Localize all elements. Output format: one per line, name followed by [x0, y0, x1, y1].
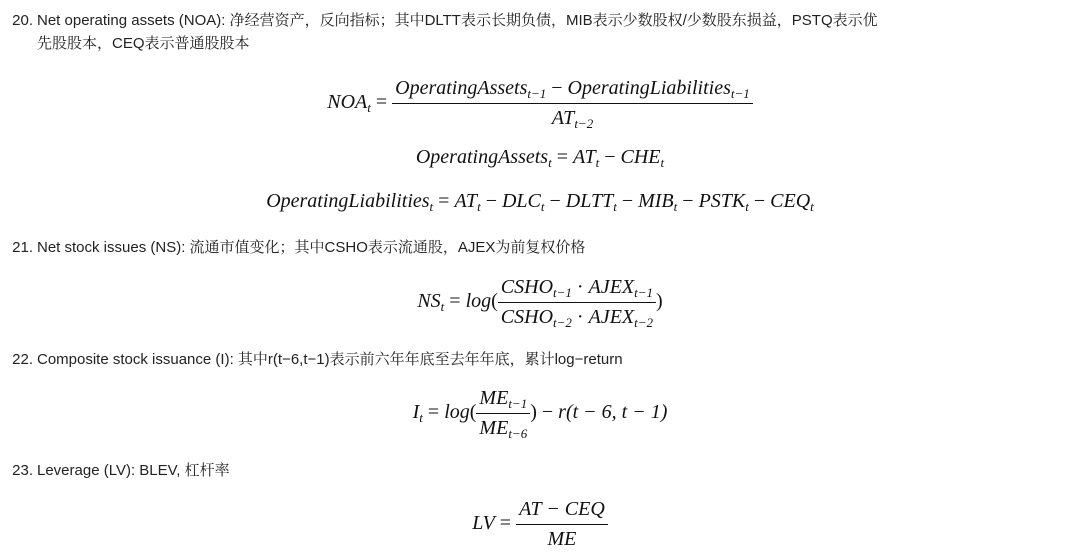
item-number: 21. — [12, 239, 33, 256]
item-text: Net stock issues (NS): 流通市值变化；其中CSHO表示流通股，AJEX为前复权价格 — [37, 239, 586, 256]
formula-csi: $I_t = \log$( $\frac{ME_{t-1}}{ME_{t-6}}$ ) − r(t − 6, t − 1) — [412, 387, 668, 441]
noa-fraction: $\frac{OperatingAssets_{t-1} - OperatingLiabilities_{t-1}}{AT_{t-2}}$ — [392, 77, 753, 130]
formula-operating-assets: OperatingAssets$_t$ = $AT_t - CHE_t$ — [415, 146, 665, 170]
item-text: Leverage (LV): BLEV, 杠杆率 — [37, 462, 230, 479]
item-23 — [0, 459, 1060, 482]
formula-noa: $NOA_t$ = $\frac{OperatingAssets_{t-1} - OperatingLiabilities_{t-1}}{AT_{t-2}}$ — [0, 77, 1080, 130]
item-text: Net operating assets (NOA): 净经营资产，反向指标；其中DLTT表示长期负债，MIB表示少数股权/少数股东损益，PSTQ表示优 — [37, 12, 878, 29]
item-text-continued: 先股股本，CEQ表示普通股股本 — [37, 35, 250, 52]
item-20 — [0, 9, 1060, 55]
item-21 — [0, 236, 1060, 259]
item-number: 23. — [12, 462, 33, 479]
formula-lv: LV = $\frac{\text{AT − CEQ}}{ME}$ — [0, 498, 1080, 551]
item-22 — [0, 348, 1060, 371]
formula-operating-liabilities: OperatingLiabilities$_t$ = $AT_t - DLC_t$ − $DLTT_t - MIB_t$ − $PSTK_t - CEQ_t$ — [266, 190, 814, 214]
ns-fraction: $\frac{CSHO_{t-1} \cdot AJEX_{t-1}}{CSHO_{t-2} \cdot AJEX_{t-2}}$ — [498, 276, 656, 329]
item-number: 22. — [12, 351, 33, 368]
formula-ns: $NS_t = \log$( $\frac{CSHO_{t-1} \cdot AJEX_{t-1}}{CSHO_{t-2} \cdot AJEX_{t-2}}$ ) — [417, 276, 663, 330]
item-text: Composite stock issuance (I): 其中r(t−6,t−1)表示前六年年底至去年年底，累计log−return — [37, 351, 623, 368]
csi-fraction: $\frac{ME_{t-1}}{ME_{t-6}}$ — [476, 387, 530, 440]
item-number: 20. — [12, 12, 33, 29]
lv-fraction: $\frac{\text{AT − CEQ}}{ME}$ — [516, 498, 608, 551]
